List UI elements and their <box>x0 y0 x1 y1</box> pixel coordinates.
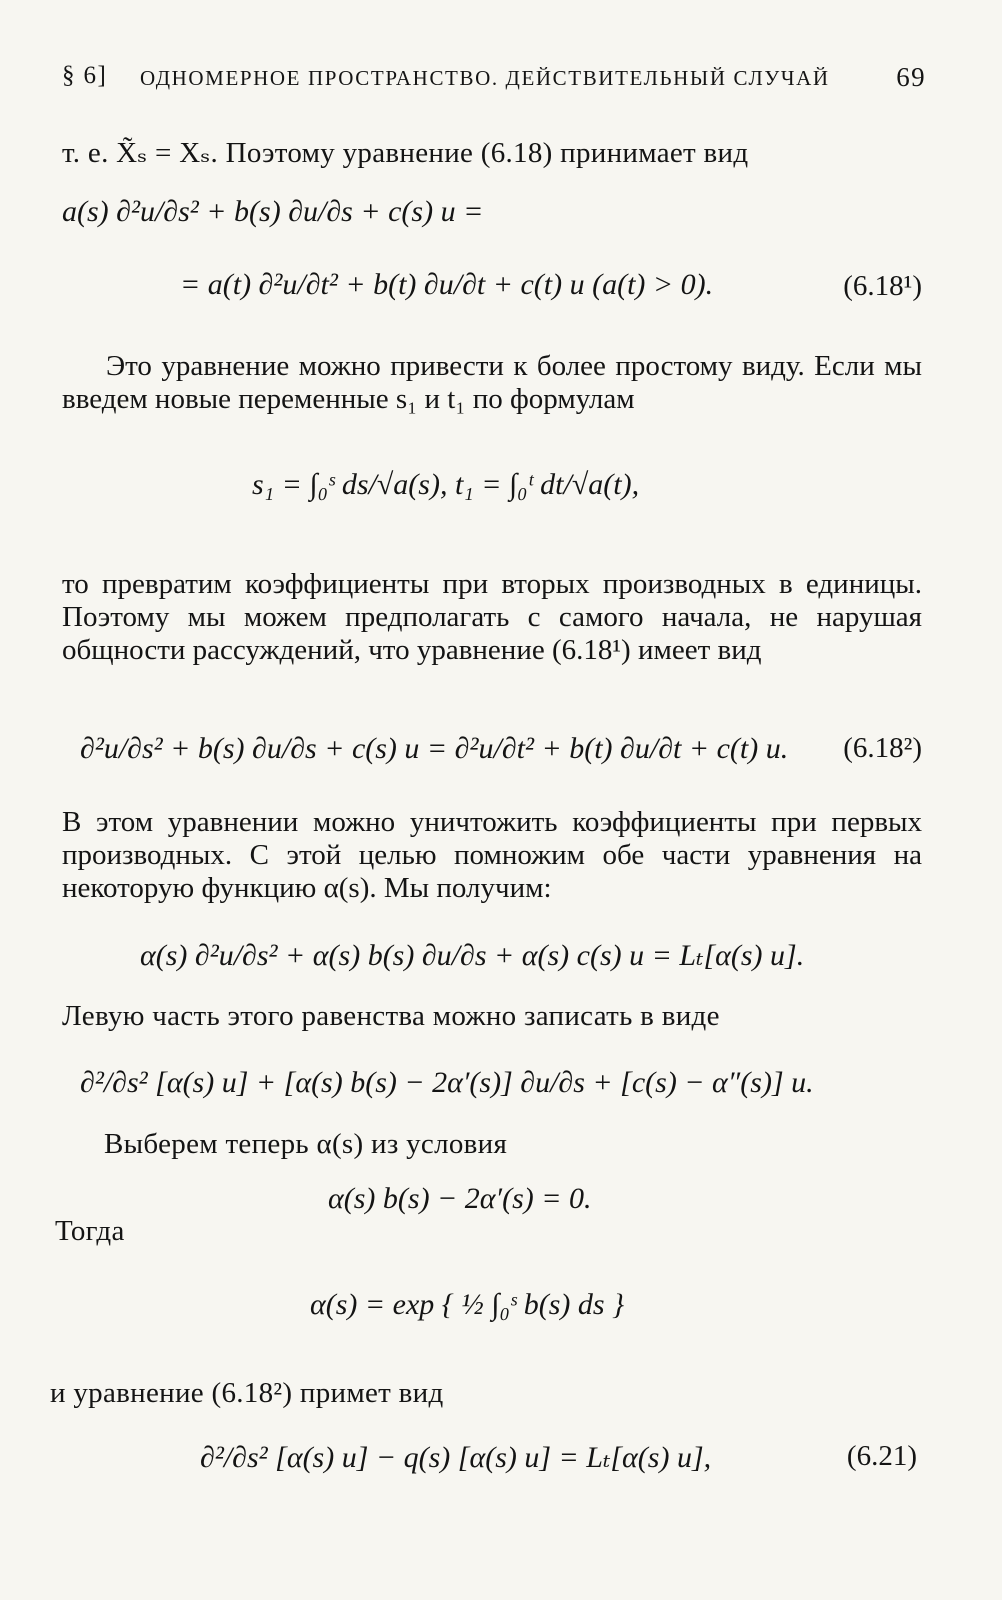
text-line-1: т. е. X̃ₛ = Xₛ. Поэтому уравнение (6.18) принимает вид <box>62 137 749 169</box>
paragraph-4: Левую часть этого равенства можно записать в виде <box>62 1000 720 1032</box>
paragraph-7: и уравнение (6.18²) примет вид <box>50 1377 444 1409</box>
page-number: 69 <box>896 62 926 92</box>
equation-number-6-18-2: (6.18²) <box>843 732 922 764</box>
section-mark: § 6] <box>62 62 108 89</box>
equation-alpha-exp: α(s) = exp { ½ ∫₀ˢ b(s) ds } <box>310 1288 625 1321</box>
equation-6-18-1-top: a(s) ∂²u/∂s² + b(s) ∂u/∂s + c(s) u = <box>62 195 484 228</box>
equation-6-18-1-bottom: = a(t) ∂²u/∂t² + b(t) ∂u/∂t + c(t) u (a(t) > 0). <box>180 268 714 301</box>
paragraph-2: то превратим коэффициенты при вторых производных в единицы. Поэтому мы можем предполагать с самого начала, не нарушая общности рассуждений, что уравнение (6.18¹) имеет вид <box>62 568 922 666</box>
equation-condition: α(s) b(s) − 2α′(s) = 0. <box>328 1182 592 1215</box>
paragraph-5: Выберем теперь α(s) из условия <box>104 1128 508 1160</box>
equation-left-side: ∂²/∂s² [α(s) u] + [α(s) b(s) − 2α′(s)] ∂u/∂s + [c(s) − α″(s)] u. <box>80 1066 814 1099</box>
equation-6-21: ∂²/∂s² [α(s) u] − q(s) [α(s) u] = Lₜ[α(s) u], <box>200 1441 712 1474</box>
equation-number-6-18-1: (6.18¹) <box>843 270 922 302</box>
equation-substitution: s₁ = ∫₀ˢ ds/√a(s), t₁ = ∫₀ᵗ dt/√a(t), <box>252 468 640 501</box>
paragraph-1: Это уравнение можно привести к более простому виду. Если мы введем новые переменные s₁ и t₁ по формулам <box>62 350 922 415</box>
equation-6-18-2: ∂²u/∂s² + b(s) ∂u/∂s + c(s) u = ∂²u/∂t² + b(t) ∂u/∂t + c(t) u. <box>80 732 789 765</box>
paragraph-6: Тогда <box>55 1215 125 1247</box>
equation-alpha-multiplied: α(s) ∂²u/∂s² + α(s) b(s) ∂u/∂s + α(s) c(s) u = Lₜ[α(s) u]. <box>140 939 805 972</box>
running-title: ОДНОМЕРНОЕ ПРОСТРАНСТВО. ДЕЙСТВИТЕЛЬНЫЙ СЛУЧАЙ <box>140 66 830 90</box>
paragraph-3: В этом уравнении можно уничтожить коэффициенты при первых производных. С этой целью помножим обе части уравнения на некоторую функцию α(s). Мы получим: <box>62 806 922 904</box>
equation-number-6-21: (6.21) <box>846 1440 917 1472</box>
